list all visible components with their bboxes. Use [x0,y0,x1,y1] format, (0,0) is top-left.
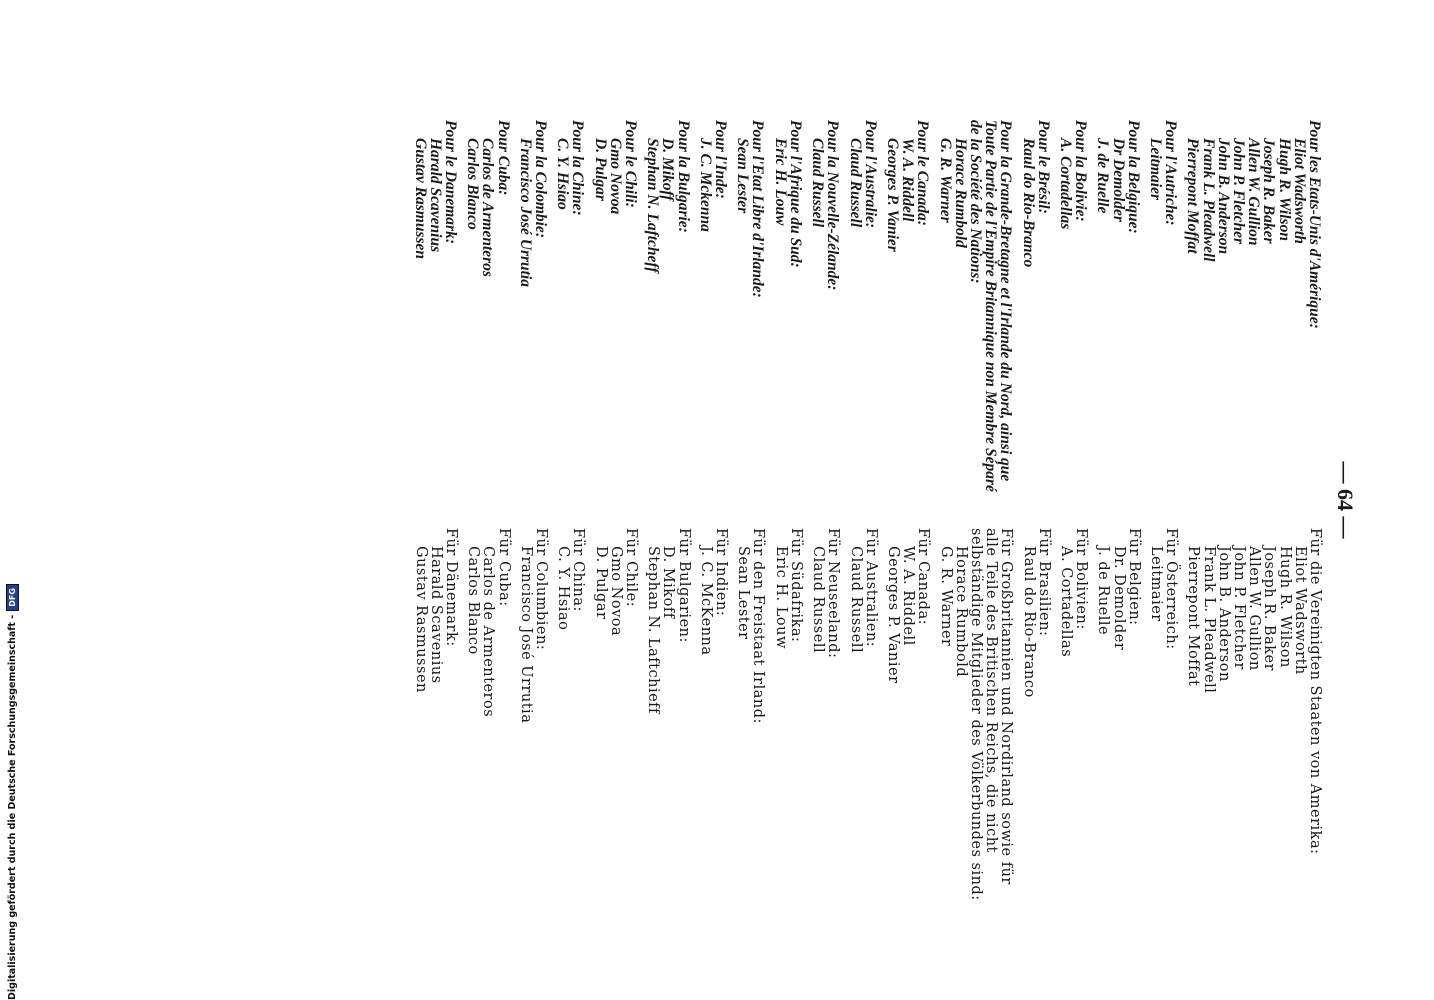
signatory-entry [412,528,458,918]
signatory-name: Harald Scavenius [427,546,444,684]
signatory-name: Claud Russell [846,138,864,228]
signatory-name: Eliot Wadsworth [1290,138,1308,244]
country-heading: Pour la Bolivie: [1072,120,1090,222]
signatory-name: Claud Russell [810,546,827,654]
signatory-name: C. Y. Hsiao [555,546,572,631]
signatory-entry [810,120,840,500]
signatory-name: Francisco José Urrutia [516,138,534,287]
signatory-name: John B. Anderson [1215,546,1232,682]
signatory-name: C. Y. Hsiao [554,138,572,210]
signatory-name: Pierrepont Moffat [1184,138,1202,254]
signatory-name: Pierrepont Moffat [1185,546,1202,687]
signatory-name: Horace Rumbold [951,138,969,248]
signatory-name: G. R. Warner [937,546,954,647]
signatory-name: J. de Ruelle [1095,546,1112,636]
country-heading: Für Australien: [862,528,879,648]
country-heading: Für China: [570,528,587,612]
signatory-entry [1148,528,1178,918]
signatory-name: Joseph R. Baker [1261,546,1278,672]
signatory-entry [412,120,458,500]
signatory-name: Stephan N. Laftcheff [644,138,662,273]
country-heading: Pour l'Australie: [861,120,879,229]
signatory-name: Leitmaier [1146,138,1164,200]
signatory-name: D. Pulgar [592,546,609,620]
signatory-name: Allen W. Gullion [1245,138,1263,246]
signatory-name: Hugh R. Wilson [1276,546,1293,668]
french-signatories-column [405,120,1322,500]
signatory-name: Dr Demolder [1109,138,1127,222]
signatory-entry [735,528,765,918]
signatory-entry [810,528,840,918]
country-heading: Pour la Grande-Bretagne et l'Irlande du Nord, ainsi que Toute Partie de l'Empire Britannique non Membre Séparé de la Société des Nations: [966,120,1015,492]
signatory-entry [465,120,511,500]
country-heading: Pour l'Etat Libre d'Irlande: [749,120,767,298]
signatory-name: John B. Anderson [1214,138,1232,255]
signatory-entry [1020,120,1050,500]
footer-text: Digitalisierung gefördert durch die Deutsche Forschungsgemeinschaft - [7,614,18,1000]
country-heading: Pour la Nouvelle-Zélande: [824,120,842,291]
signatory-entry [518,120,548,500]
signatory-entry [847,528,877,918]
dfg-logo: DFG [6,584,19,611]
signatory-entry [937,120,1013,500]
signatory-name: Sean Lester [734,138,752,214]
signatory-name: Eliot Wadsworth [1291,546,1308,675]
signatory-name: Gmo Novoa [607,546,624,637]
signatory-name: Claud Russell [847,546,864,654]
signatory-entry [698,120,728,500]
signatory-entry [937,528,1013,918]
signatory-name: Leitmaier [1147,546,1164,622]
page-number: — 64 — [1333,461,1358,539]
country-heading: Pour le Danemark: [442,120,460,244]
signatory-name: Eric H. Louw [772,546,789,649]
signatory-entry [645,528,691,918]
country-heading: Für Österreich: [1163,528,1180,650]
signatory-entry [735,120,765,500]
signatory-name: Gmo Novoa [606,138,624,215]
country-heading: Pour la Bulgarie: [674,120,692,233]
country-heading: Pour les Etats-Unis d'Amérique: [1306,120,1323,329]
signatory-name: A. Cortadellas [1057,546,1074,658]
country-heading: Für Chile: [623,528,640,608]
signatory-name: A. Cortadellas [1056,138,1074,230]
signatory-name: Raul do Rio-Branco [1020,546,1037,698]
signatory-entry [1020,528,1050,918]
country-heading: Pour le Chili: [622,120,640,208]
signatory-name: Eric H. Louw [771,138,789,226]
signatory-name: Hugh R. Wilson [1275,138,1293,241]
country-heading: Pour le Brésil: [1034,120,1052,214]
signatory-name: Georges P. Vanier [883,138,901,252]
signatory-name: Carlos Blanco [464,138,482,230]
country-heading: Für Südafrika: [787,528,804,643]
signatory-entry [1058,120,1088,500]
signatory-name: Carlos de Armenteros [479,138,497,277]
signatory-entry [773,528,803,918]
signatory-name: Francisco José Urrutia [517,546,534,724]
country-heading: Pour l'Afrique du Sud: [786,120,804,268]
signatory-entry [1058,528,1088,918]
signatory-name: D. Pulgar [591,138,609,201]
country-heading: Pour la Colombie: [532,120,550,238]
signatory-entry [645,120,691,500]
signatory-entry [592,120,638,500]
signatory-entry [885,528,931,918]
signatory-name: J. C. Mckenna [696,138,714,232]
country-heading: Für die Vereinigten Staaten von Amerika: [1307,528,1323,855]
signatory-name: Carlos Blanco [465,546,482,655]
country-heading: Für Brasilien: [1035,528,1052,637]
signatory-name: Joseph R. Baker [1260,138,1278,244]
signatory-name: D. Mikoff [660,546,677,619]
country-heading: Für Bolivien: [1073,528,1090,630]
signatory-entry [1148,120,1178,500]
country-heading: Pour la Chine: [569,120,587,216]
signatory-name: Frank L. Pleadwell [1200,546,1217,694]
signatory-name: W. A. Riddell [900,546,917,646]
signatory-name: John P. Fletcher [1230,546,1247,670]
german-signatories-column [405,528,1322,918]
signatory-name: John P. Fletcher [1229,138,1247,245]
country-heading: Für Belgien: [1125,528,1142,626]
signatory-entry [773,120,803,500]
country-heading: Für Bulgarien: [675,528,692,643]
country-heading: Pour l'Inde: [712,120,730,199]
signatory-entry [592,528,638,918]
country-heading: Für Großbritannien und Nordirland sowie für alle Teile des Britischen Reichs, die nicht selbständige Mitglieder des Völkerbundes sind: [967,528,1015,901]
signatory-entry [1185,528,1322,918]
country-heading: Pour Cuba: [494,120,512,196]
signatory-name: Carlos de Armenteros [480,546,497,718]
signatory-name: Stephan N. Laftchieff [645,546,662,714]
signatory-entry [555,528,585,918]
signatory-entry [465,528,511,918]
signatory-name: Gustav Rasmussen [411,138,429,260]
country-heading: Für Canada: [915,528,932,625]
signatory-entry [698,528,728,918]
country-heading: Pour l'Autriche: [1162,120,1180,226]
signatory-name: J. C. McKenna [697,546,714,656]
signatory-entry [555,120,585,500]
signatory-name: G. R. Warner [936,138,954,223]
country-heading: Für den Freistaat Irland: [750,528,767,724]
signatory-name: Horace Rumbold [952,546,969,678]
signatory-name: Frank L. Pleadwell [1199,138,1217,262]
signatory-entry [847,120,877,500]
digitization-footer [6,584,19,1000]
signatory-name: J. de Ruelle [1094,138,1112,214]
signatory-entry [1095,528,1141,918]
signatory-name: W. A. Riddell [899,138,917,222]
country-heading: Für Cuba: [495,528,512,607]
country-heading: Pour le Canada: [914,120,932,226]
country-heading: Pour la Belgique: [1124,120,1142,234]
signatory-name: Harald Scavenius [426,138,444,253]
signatory-name: Georges P. Vanier [884,546,901,684]
signatory-entry [518,528,548,918]
signatory-name: Claud Russell [809,138,827,228]
signatory-name: Sean Lester [735,546,752,640]
signatory-name: Raul do Rio-Branco [1019,138,1037,268]
country-heading: Für Indien: [713,528,730,617]
country-heading: Für Columbien: [533,528,550,651]
signatory-name: Gustav Rasmussen [412,546,429,693]
signatory-entry [1185,120,1322,500]
country-heading: Für Dänemark: [443,528,460,647]
country-heading: Für Neuseeland: [825,528,842,659]
signatory-name: Dr. Demolder [1110,546,1127,651]
signatory-name: Allen W. Gullion [1246,546,1263,671]
signatory-entry [885,120,931,500]
signatory-entry [1095,120,1141,500]
signatory-name: D. Mikoff [659,138,677,201]
